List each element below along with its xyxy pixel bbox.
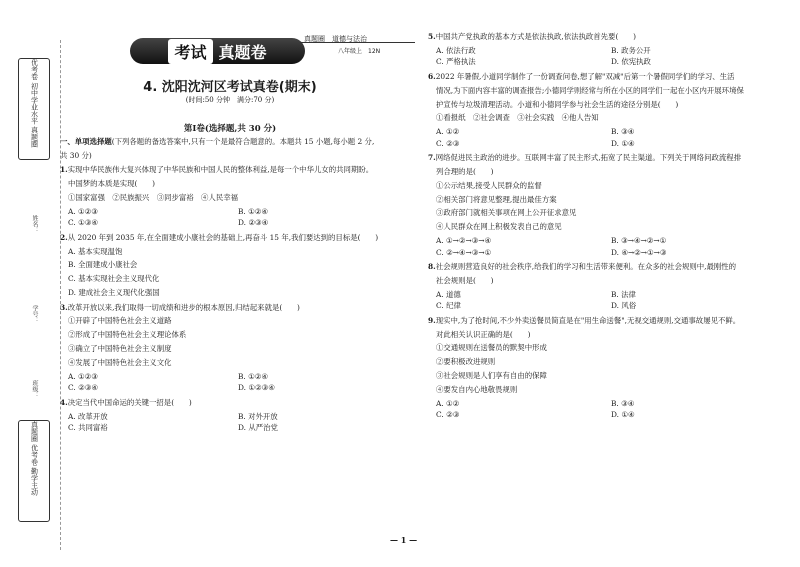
- option-a[interactable]: A. ①②: [436, 127, 460, 137]
- header-rule: [300, 42, 415, 43]
- question-7-item: ②相关部门将意见整理,提出最佳方案: [436, 194, 557, 204]
- sidebar-top-logo: 优考卷 初中学业水平 真题圈: [18, 58, 50, 160]
- option-c[interactable]: C. 严格执法: [436, 57, 476, 67]
- question-7-item: ③政府部门就相关事项在网上公开征求意见: [436, 208, 577, 218]
- class-field-label: 班级：: [31, 380, 38, 398]
- binding-sidebar: [14, 40, 52, 530]
- question-6: 6.2022 年暑假,小道同学制作了一份调查问卷,想了解"双减"后第一个暑假同学们的学习、生活: [428, 71, 735, 81]
- option-c[interactable]: C. ①③④: [68, 218, 98, 228]
- option-d[interactable]: D. ②③④: [238, 218, 269, 228]
- question-3-options-row2: [60, 382, 400, 394]
- option-a[interactable]: A. ①②③: [68, 371, 98, 381]
- option-b[interactable]: B. ①②④: [238, 371, 269, 381]
- option-d[interactable]: D. ①④: [611, 410, 635, 420]
- exam-title: 4. 沈阳沈河区考试真卷(期末): [143, 80, 317, 95]
- option-b[interactable]: B. ③④: [611, 398, 635, 408]
- option-a[interactable]: A. ①②: [436, 398, 460, 408]
- question-4: 4.决定当代中国命运的关键一招是( ): [60, 397, 192, 407]
- option-b[interactable]: B. 法律: [611, 289, 636, 299]
- question-1-items: ①国家富强 ②民族振兴 ③同步富裕 ④人民幸福: [68, 192, 238, 202]
- question-9: 9.现实中,为了抢时间,不少外卖送餐员简直是在"用生命送餐",无视交通规则,交通事故屡见不鲜。: [428, 315, 741, 325]
- question-3: 3.改革开放以来,我们取得一切成绩和进步的根本原因,归结起来就是( ): [60, 302, 300, 312]
- question-4-options-row2: [60, 422, 400, 434]
- question-7-item: ④人民群众在网上积极发表自己的意见: [436, 222, 562, 232]
- question-7-options-row1: [428, 235, 778, 247]
- option-c[interactable]: C. 共同富裕: [68, 423, 108, 433]
- question-5-options-row1: [428, 45, 778, 57]
- option-a[interactable]: A. ①②③: [68, 206, 98, 216]
- option-c[interactable]: C. 纪律: [436, 301, 461, 311]
- id-field-label: 学号：: [31, 305, 38, 323]
- option-a[interactable]: A. 道德: [436, 289, 461, 299]
- section-heading: 第Ⅰ卷(选择题,共 30 分): [183, 124, 277, 134]
- question-9-item: ①交通规则在送餐员的默契中形成: [436, 343, 547, 353]
- option-b[interactable]: B. 全面建成小康社会: [68, 260, 138, 270]
- option-a[interactable]: A. 依法行政: [436, 45, 476, 55]
- instructions-cont: 共 30 分): [60, 150, 92, 160]
- question-2: 2.从 2020 年到 2035 年,在全面建成小康社会的基础上,再奋斗 15 年,我们要达到的目标是( ): [60, 232, 379, 242]
- question-3-item: ④发展了中国特色社会主义文化: [68, 357, 172, 367]
- question-1: 1.实现中华民族伟大复兴体现了中华民族和中国人民的整体利益,是每一个中华儿女的共同期盼。: [60, 165, 374, 175]
- option-d[interactable]: D. ④→②→①→③: [611, 247, 667, 257]
- question-8-options-row2: [428, 300, 778, 312]
- question-9-item: ②要积极改进规则: [436, 357, 496, 367]
- question-7: 7.网络促进民主政治的进步。互联网丰富了民主形式,拓宽了民主渠道。下列关于网络问政流程排: [428, 153, 742, 163]
- exam-time: (时间:50 分钟 满分:70 分): [185, 96, 275, 104]
- option-b[interactable]: B. ③→④→②→①: [611, 235, 667, 245]
- option-d[interactable]: D. 风俗: [611, 301, 637, 311]
- option-c[interactable]: C. ②→④→③→①: [436, 247, 492, 257]
- question-9-options-row1: [428, 398, 778, 410]
- question-8-stem-cont: 社会规则是( ): [436, 275, 494, 285]
- option-d[interactable]: D. ①②③④: [238, 383, 275, 393]
- question-7-stem-cont: 列合理的是( ): [436, 167, 494, 177]
- option-c[interactable]: C. ②③: [436, 410, 460, 420]
- option-d[interactable]: D. 建成社会主义现代化强国: [68, 288, 160, 298]
- option-c[interactable]: C. ②③④: [68, 383, 98, 393]
- banner-right-text: 真题卷: [218, 42, 267, 62]
- option-d[interactable]: D. ①④: [611, 138, 635, 148]
- question-7-item: ①公示结果,接受人民群众的监督: [436, 180, 542, 190]
- question-3-item: ①开辟了中国特色社会主义道路: [68, 316, 172, 326]
- question-7-options-row2: [428, 247, 778, 259]
- option-b[interactable]: B. 政务公开: [611, 45, 651, 55]
- option-a[interactable]: A. 改革开放: [68, 411, 108, 421]
- option-c[interactable]: C. ②③: [436, 138, 460, 148]
- left-column: [60, 136, 400, 434]
- question-4-options-row1: [60, 411, 400, 423]
- question-5: 5.中国共产党执政的基本方式是依法执政,依法执政首先要( ): [428, 32, 636, 41]
- header-banner: [130, 38, 305, 64]
- option-b[interactable]: B. 对外开放: [238, 411, 278, 421]
- banner-left-text: 考试: [168, 39, 212, 64]
- grade-label: 八年级上 12N: [338, 48, 381, 55]
- option-a[interactable]: A. 基本实现温饱: [68, 246, 123, 256]
- question-5-options-row2: [428, 56, 778, 68]
- series-label: 真题圈 道德与法治: [304, 35, 367, 43]
- question-8-options-row1: [428, 289, 778, 301]
- page-number: — 1 —: [390, 535, 418, 545]
- question-6-options-row1: [428, 126, 778, 138]
- question-6-stem-cont: 情况,为下面内容丰富的调查报告;小德同学则经常与所在小区的同学们一起在小区内开展环境保: [436, 85, 744, 95]
- question-8: 8.社会规则营造良好的社会秩序,给我们的学习和生活带来便利。在众多的社会规则中,最刚性的: [428, 262, 737, 272]
- question-9-stem-cont: 对此相关认识正确的是( ): [436, 329, 531, 339]
- question-6-items: ①看报纸 ②社会调查 ③社会实践 ④他人告知: [436, 113, 599, 123]
- question-3-options-row1: [60, 371, 400, 383]
- question-9-options-row2: [428, 409, 778, 421]
- option-b[interactable]: B. ①②④: [238, 206, 269, 216]
- sidebar-bottom-logo: 真题圈 优考卷 勤学主动: [18, 420, 50, 522]
- option-c[interactable]: C. 基本实现社会主义现代化: [68, 274, 160, 284]
- name-field-label: 姓名：: [31, 215, 38, 233]
- question-1-options-row2: [60, 217, 400, 229]
- question-1-options-row1: [60, 206, 400, 218]
- right-column: [428, 28, 778, 421]
- question-9-item: ④要发自内心地敬畏规则: [436, 384, 518, 394]
- question-3-item: ③确立了中国特色社会主义制度: [68, 343, 172, 353]
- option-d[interactable]: D. 依宪执政: [611, 57, 651, 67]
- option-d[interactable]: D. 从严治党: [238, 423, 278, 433]
- option-b[interactable]: B. ③④: [611, 127, 635, 137]
- question-3-item: ②形成了中国特色社会主义理论体系: [68, 330, 187, 340]
- option-a[interactable]: A. ①→②→③→④: [436, 235, 492, 245]
- question-1-stem-cont: 中国梦的本质是实现( ): [68, 179, 156, 189]
- question-6-stem-cont: 护宣传与垃圾清理活动。小道和小德同学参与社会生活的途径分别是( ): [436, 99, 679, 109]
- question-9-item: ③社会规则是人们享有自由的保障: [436, 371, 547, 381]
- question-6-options-row2: [428, 138, 778, 150]
- instructions: 一、单项选择题(下列各题的备选答案中,只有一个是最符合题意的。本题共 15 小题,每小题 2 分,: [60, 137, 375, 146]
